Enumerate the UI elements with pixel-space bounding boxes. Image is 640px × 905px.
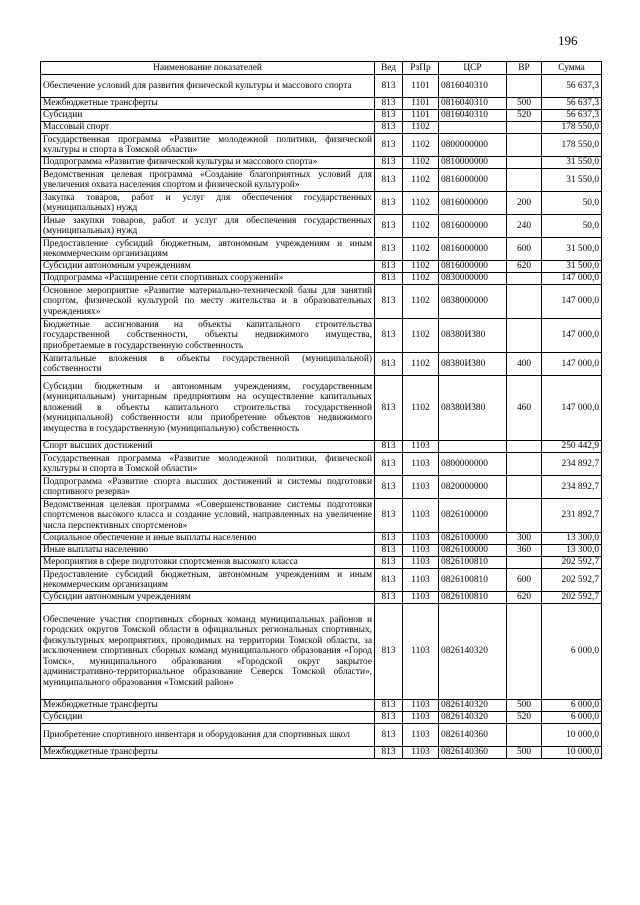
cell-rzpr: 1102: [403, 238, 439, 261]
cell-ved: 813: [375, 747, 403, 759]
cell-csr: 0816000000: [439, 215, 507, 238]
cell-name: Подпрограмма «Расширение сети спортивных сооружений»: [41, 273, 375, 285]
table-row: [41, 238, 602, 261]
cell-name: Бюджетные ассигнования на объекты капитального строительства государственной собственности, объекты недвижимого имущества, приобретаемые в государственную собственность: [41, 319, 375, 353]
cell-ved: 813: [375, 592, 403, 604]
cell-rzpr: 1103: [403, 604, 439, 700]
cell-csr: 0816040310: [439, 110, 507, 122]
cell-sum: 31 500,0: [542, 261, 602, 273]
cell-name: Субсидии: [41, 712, 375, 724]
header-rzpr: РзПр: [403, 62, 439, 75]
cell-sum: 13 300,0: [542, 545, 602, 557]
cell-ved: 813: [375, 238, 403, 261]
cell-name: Межбюджетные трансферты: [41, 98, 375, 110]
table-row: [41, 169, 602, 192]
header-ved: Вед: [375, 62, 403, 75]
cell-ved: 813: [375, 712, 403, 724]
cell-vr: [507, 285, 542, 319]
cell-sum: 147 000,0: [542, 319, 602, 353]
cell-csr: [439, 441, 507, 453]
cell-ved: 813: [375, 353, 403, 376]
cell-ved: 813: [375, 700, 403, 712]
cell-sum: 147 000,0: [542, 376, 602, 441]
cell-rzpr: 1102: [403, 192, 439, 215]
cell-vr: [507, 134, 542, 157]
cell-ved: 813: [375, 376, 403, 441]
cell-csr: 0810000000: [439, 157, 507, 169]
cell-ved: 813: [375, 285, 403, 319]
cell-ved: 813: [375, 169, 403, 192]
cell-csr: 0826100000: [439, 533, 507, 545]
table-row: [41, 700, 602, 712]
cell-sum: 56 637,3: [542, 75, 602, 98]
cell-ved: 813: [375, 273, 403, 285]
cell-vr: [507, 273, 542, 285]
cell-vr: [507, 122, 542, 134]
table-row: [41, 215, 602, 238]
header-vr: ВР: [507, 62, 542, 75]
cell-csr: 0816000000: [439, 169, 507, 192]
cell-name: Субсидии бюджетным и автономным учреждениям, государственным (муниципальным) унитарным предприятиям на осуществление капитальных вложений в объекты капитального строительства государственной (муниципальной) собственности или приобретение объектов недвижимого имущества в государственную (муниципальную) собственность: [41, 376, 375, 441]
header-sum: Сумма: [542, 62, 602, 75]
cell-vr: 520: [507, 110, 542, 122]
cell-vr: [507, 557, 542, 569]
cell-vr: 500: [507, 700, 542, 712]
cell-csr: 0800000000: [439, 134, 507, 157]
cell-ved: 813: [375, 545, 403, 557]
cell-rzpr: 1103: [403, 592, 439, 604]
cell-vr: 500: [507, 747, 542, 759]
table-row: [41, 122, 602, 134]
cell-sum: 13 300,0: [542, 533, 602, 545]
cell-sum: 50,0: [542, 192, 602, 215]
cell-rzpr: 1102: [403, 261, 439, 273]
cell-csr: 08380И380: [439, 353, 507, 376]
cell-name: Субсидии: [41, 110, 375, 122]
cell-rzpr: 1103: [403, 476, 439, 499]
cell-csr: 0820000000: [439, 476, 507, 499]
cell-vr: 360: [507, 545, 542, 557]
table-row: [41, 319, 602, 353]
cell-csr: 0800000000: [439, 453, 507, 476]
cell-vr: 240: [507, 215, 542, 238]
cell-sum: 147 000,0: [542, 353, 602, 376]
cell-name: Межбюджетные трансферты: [41, 747, 375, 759]
cell-rzpr: 1103: [403, 453, 439, 476]
cell-csr: 0816000000: [439, 238, 507, 261]
table-row: [41, 110, 602, 122]
cell-name: Межбюджетные трансферты: [41, 700, 375, 712]
cell-name: Ведомственная целевая программа «Создание благоприятных условий для увеличения охвата населения спортом и физической культурой»: [41, 169, 375, 192]
cell-rzpr: 1103: [403, 545, 439, 557]
table-row: [41, 157, 602, 169]
table-row: [41, 98, 602, 110]
cell-vr: [507, 75, 542, 98]
cell-ved: 813: [375, 134, 403, 157]
cell-rzpr: 1101: [403, 110, 439, 122]
page-number: 196: [558, 33, 578, 48]
cell-csr: 0816040310: [439, 98, 507, 110]
cell-sum: 31 500,0: [542, 238, 602, 261]
cell-csr: 0816040310: [439, 75, 507, 98]
cell-csr: 0826100810: [439, 557, 507, 569]
cell-name: Иные выплаты населению: [41, 545, 375, 557]
cell-name: Основное мероприятие «Развитие материально-технической базы для занятий спортом, физической культурой по месту жительства и в образовательных учреждениях»: [41, 285, 375, 319]
cell-sum: 10 000,0: [542, 724, 602, 747]
cell-name: Ведомственная целевая программа «Совершенствование системы подготовки спортсменов высокого класса и создание условий, направленных на увеличение числа перспективных спортсменов»: [41, 499, 375, 533]
table-row: [41, 261, 602, 273]
cell-csr: 0826140360: [439, 724, 507, 747]
cell-rzpr: 1101: [403, 75, 439, 98]
cell-csr: 0826140320: [439, 604, 507, 700]
cell-name: Государственная программа «Развитие молодежной политики, физической культуры и спорта в Томской области»: [41, 134, 375, 157]
cell-rzpr: 1102: [403, 319, 439, 353]
cell-rzpr: 1103: [403, 533, 439, 545]
cell-csr: 0816000000: [439, 261, 507, 273]
cell-ved: 813: [375, 724, 403, 747]
table-row: [41, 499, 602, 533]
table-row: [41, 273, 602, 285]
cell-sum: 231 892,7: [542, 499, 602, 533]
cell-rzpr: 1102: [403, 134, 439, 157]
cell-rzpr: 1103: [403, 700, 439, 712]
cell-vr: 200: [507, 192, 542, 215]
table-row: [41, 712, 602, 724]
table-row: [41, 75, 602, 98]
cell-sum: 31 550,0: [542, 169, 602, 192]
cell-sum: 147 000,0: [542, 285, 602, 319]
cell-name: Капитальные вложения в объекты государственной (муниципальной) собственности: [41, 353, 375, 376]
cell-sum: 147 000,0: [542, 273, 602, 285]
cell-name: Субсидии автономным учреждениям: [41, 261, 375, 273]
cell-sum: 10 000,0: [542, 747, 602, 759]
cell-sum: 202 592,7: [542, 557, 602, 569]
cell-sum: 234 892,7: [542, 476, 602, 499]
cell-csr: 0838000000: [439, 285, 507, 319]
cell-sum: 250 442,9: [542, 441, 602, 453]
table-row: [41, 376, 602, 441]
cell-vr: 500: [507, 98, 542, 110]
cell-sum: 56 637,3: [542, 98, 602, 110]
cell-csr: 0826140320: [439, 712, 507, 724]
cell-sum: 202 592,7: [542, 592, 602, 604]
cell-sum: 178 550,0: [542, 134, 602, 157]
cell-name: Подпрограмма «Развитие спорта высших достижений и системы подготовки спортивного резерва»: [41, 476, 375, 499]
cell-vr: [507, 476, 542, 499]
table-row: [41, 453, 602, 476]
cell-name: Спорт высших достижений: [41, 441, 375, 453]
cell-ved: 813: [375, 604, 403, 700]
table-row: [41, 441, 602, 453]
cell-ved: 813: [375, 476, 403, 499]
cell-rzpr: 1102: [403, 353, 439, 376]
cell-sum: 178 550,0: [542, 122, 602, 134]
cell-name: Иные закупки товаров, работ и услуг для обеспечения государственных (муниципальных) нужд: [41, 215, 375, 238]
cell-name: Обеспечение условий для развития физической культуры и массового спорта: [41, 75, 375, 98]
cell-vr: [507, 453, 542, 476]
cell-sum: 234 892,7: [542, 453, 602, 476]
cell-csr: 0826140360: [439, 747, 507, 759]
cell-csr: 0816000000: [439, 192, 507, 215]
cell-csr: 08380И380: [439, 319, 507, 353]
cell-sum: 6 000,0: [542, 712, 602, 724]
table-row: [41, 192, 602, 215]
cell-csr: 0830000000: [439, 273, 507, 285]
cell-name: Массовый спорт: [41, 122, 375, 134]
cell-vr: 600: [507, 569, 542, 592]
cell-ved: 813: [375, 215, 403, 238]
cell-sum: 56 637,3: [542, 110, 602, 122]
cell-rzpr: 1102: [403, 169, 439, 192]
cell-rzpr: 1102: [403, 157, 439, 169]
cell-rzpr: 1102: [403, 122, 439, 134]
cell-csr: 0826100000: [439, 499, 507, 533]
cell-vr: [507, 724, 542, 747]
cell-sum: 6 000,0: [542, 700, 602, 712]
cell-ved: 813: [375, 122, 403, 134]
table-body: [41, 75, 602, 759]
cell-rzpr: 1103: [403, 712, 439, 724]
table-row: [41, 724, 602, 747]
cell-rzpr: 1102: [403, 215, 439, 238]
cell-csr: 0826100810: [439, 592, 507, 604]
cell-vr: 620: [507, 261, 542, 273]
cell-vr: [507, 441, 542, 453]
cell-name: Приобретение спортивного инвентаря и оборудования для спортивных школ: [41, 724, 375, 747]
cell-vr: [507, 157, 542, 169]
cell-vr: 600: [507, 238, 542, 261]
cell-ved: 813: [375, 192, 403, 215]
cell-name: Социальное обеспечение и иные выплаты населению: [41, 533, 375, 545]
cell-rzpr: 1103: [403, 557, 439, 569]
cell-vr: [507, 499, 542, 533]
cell-ved: 813: [375, 557, 403, 569]
table-row: [41, 592, 602, 604]
table-row: [41, 604, 602, 700]
cell-ved: 813: [375, 319, 403, 353]
cell-vr: 300: [507, 533, 542, 545]
cell-csr: 0826140320: [439, 700, 507, 712]
cell-vr: [507, 319, 542, 353]
cell-vr: [507, 604, 542, 700]
cell-rzpr: 1103: [403, 441, 439, 453]
cell-vr: [507, 169, 542, 192]
cell-name: Предоставление субсидий бюджетным, автономным учреждениям и иным некоммерческим организациям: [41, 569, 375, 592]
cell-csr: 0826100810: [439, 569, 507, 592]
table-row: [41, 533, 602, 545]
cell-name: Субсидии автономным учреждениям: [41, 592, 375, 604]
cell-sum: 31 550,0: [542, 157, 602, 169]
cell-rzpr: 1103: [403, 747, 439, 759]
cell-rzpr: 1102: [403, 285, 439, 319]
cell-ved: 813: [375, 499, 403, 533]
cell-sum: 202 592,7: [542, 569, 602, 592]
table-row: [41, 134, 602, 157]
cell-rzpr: 1103: [403, 569, 439, 592]
cell-rzpr: 1102: [403, 376, 439, 441]
cell-name: Подпрограмма «Развитие физической культуры и массового спорта»: [41, 157, 375, 169]
cell-rzpr: 1102: [403, 273, 439, 285]
cell-ved: 813: [375, 75, 403, 98]
cell-csr: 0826100000: [439, 545, 507, 557]
table-row: [41, 747, 602, 759]
table-row: [41, 557, 602, 569]
cell-ved: 813: [375, 569, 403, 592]
cell-vr: 520: [507, 712, 542, 724]
table-row: [41, 285, 602, 319]
cell-sum: 6 000,0: [542, 604, 602, 700]
cell-name: Закупка товаров, работ и услуг для обеспечения государственных (муниципальных) нужд: [41, 192, 375, 215]
table-row: [41, 569, 602, 592]
cell-csr: 08380И380: [439, 376, 507, 441]
cell-vr: 460: [507, 376, 542, 441]
cell-rzpr: 1103: [403, 499, 439, 533]
cell-ved: 813: [375, 110, 403, 122]
table-row: [41, 476, 602, 499]
cell-name: Мероприятия в сфере подготовки спортсменов высокого класса: [41, 557, 375, 569]
cell-ved: 813: [375, 157, 403, 169]
cell-ved: 813: [375, 261, 403, 273]
header-csr: ЦСР: [439, 62, 507, 75]
cell-ved: 813: [375, 453, 403, 476]
cell-vr: 400: [507, 353, 542, 376]
cell-rzpr: 1101: [403, 98, 439, 110]
cell-sum: 50,0: [542, 215, 602, 238]
cell-name: Государственная программа «Развитие молодежной политики, физической культуры и спорта в Томской области»: [41, 453, 375, 476]
cell-csr: [439, 122, 507, 134]
cell-vr: 620: [507, 592, 542, 604]
cell-name: Обеспечение участия спортивных сборных команд муниципальных районов и городских округов Томской области в официальных региональных спортивных, физкультурных мероприятиях, проводимых на территории Томской области, за исключением спортивных сборных команд муниципального образования «Город Томск», муниципального образования «Городской округ закрытое административно-территориальное образование Северск Томской области», муниципального образования «Томский район»: [41, 604, 375, 700]
cell-ved: 813: [375, 441, 403, 453]
cell-ved: 813: [375, 533, 403, 545]
cell-name: Предоставление субсидий бюджетным, автономным учреждениям и иным некоммерческим организациям: [41, 238, 375, 261]
table-header: [41, 62, 602, 75]
cell-ved: 813: [375, 98, 403, 110]
header-name: Наименование показателей: [41, 62, 375, 75]
table-row: [41, 353, 602, 376]
table-row: [41, 545, 602, 557]
budget-table: [40, 61, 602, 759]
cell-rzpr: 1103: [403, 724, 439, 747]
